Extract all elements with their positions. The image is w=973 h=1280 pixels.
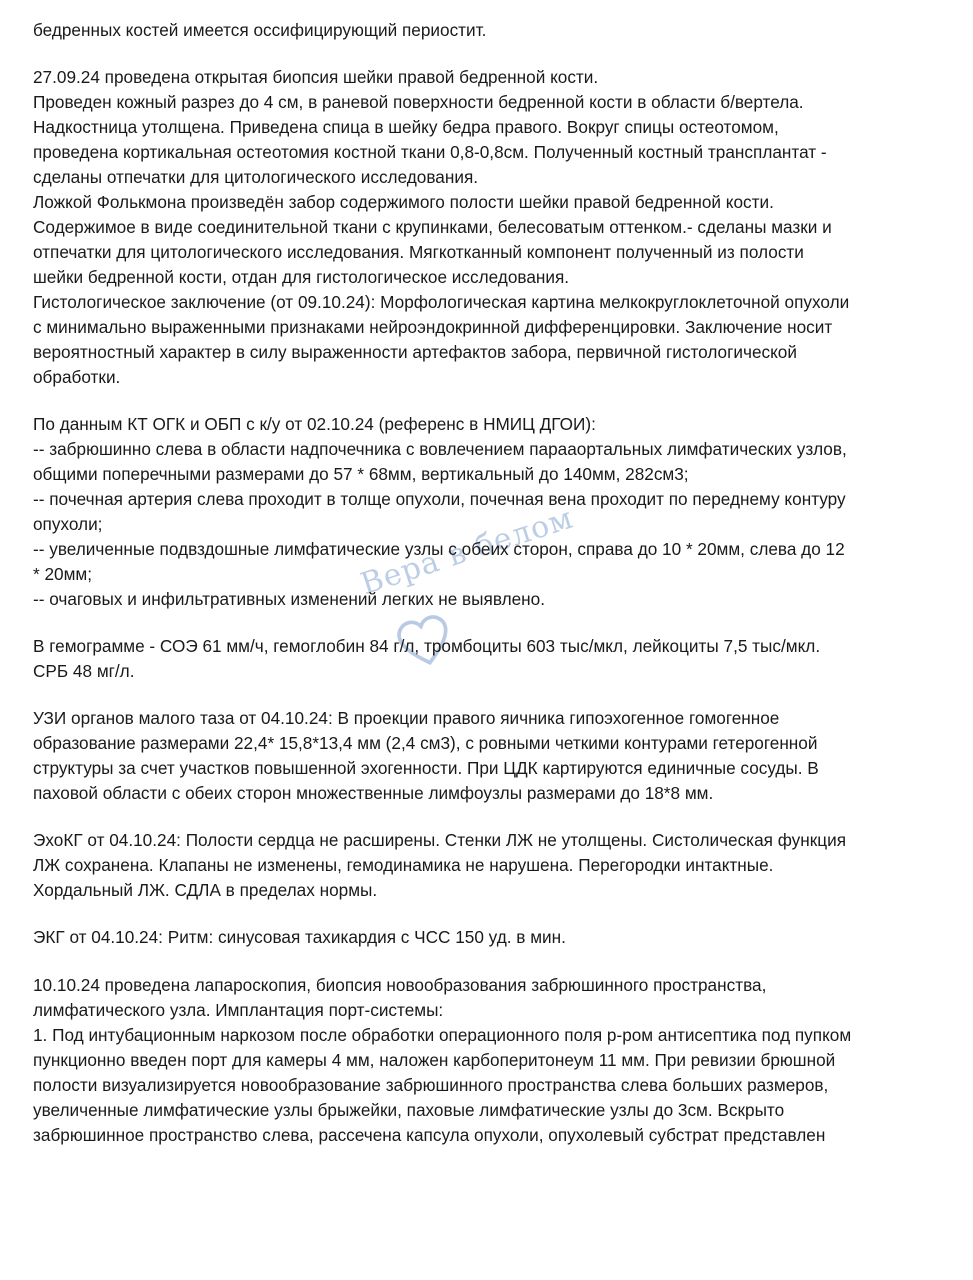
text-line: полости визуализируется новообразование забрюшинного пространства слева больших размеров,: [33, 1074, 829, 1095]
text-line: образование размерами 22,4* 15,8*13,4 мм (2,4 см3), с ровными четкими контурами гетерогенной: [33, 733, 818, 754]
text-line: шейки бедренной кости, отдан для гистологическое исследования.: [33, 267, 570, 288]
text-line: * 20мм;: [33, 564, 92, 585]
text-line: структуры за счет участков повышенной эхогенности. При ЦДК картируются единичные сосуды. В: [33, 758, 819, 779]
text-line: проведена кортикальная остеотомия костной ткани 0,8-0,8см. Полученный костный трансплантат -: [33, 142, 827, 163]
paragraph-laparoscopy: [33, 973, 943, 1148]
paragraph-gap: [33, 612, 943, 634]
paragraph-gap: [33, 390, 943, 412]
text-line: ЭКГ от 04.10.24: Ритм: синусовая тахикардия с ЧСС 150 уд. в мин.: [33, 927, 566, 948]
text-line: увеличенные лимфатические узлы брыжейки, паховые лимфатические узлы до 3см. Вскрыто: [33, 1099, 785, 1120]
text-line: лимфатического узла. Имплантация порт-системы:: [33, 999, 444, 1020]
text-line: По данным КТ ОГК и ОБП с к/у от 02.10.24 (референс в НМИЦ ДГОИ):: [33, 414, 596, 435]
text-line: сделаны отпечатки для цитологического исследования.: [33, 167, 479, 188]
text-line: 27.09.24 проведена открытая биопсия шейки правой бедренной кости.: [33, 67, 599, 88]
text-line: вероятностный характер в силу выраженности артефактов забора, первичной гистологической: [33, 342, 797, 363]
paragraph-blood: [33, 634, 943, 684]
text-line: Ложкой Фолькмона произведён забор содержимого полости шейки правой бедренной кости.: [33, 192, 774, 213]
text-line: СРБ 48 мг/л.: [33, 661, 135, 682]
text-line: паховой области с обеих сторон множественные лимфоузлы размерами до 18*8 мм.: [33, 783, 714, 804]
text-line: с минимально выраженными признаками нейроэндокринной дифференцировки. Заключение носит: [33, 317, 833, 338]
text-line: общими поперечными размерами до 57 * 68мм, вертикальный до 140мм, 282см3;: [33, 464, 689, 485]
text-line: отпечатки для цитологического исследования. Мягкотканный компонент полученный из полости: [33, 242, 804, 263]
paragraph-uzi: [33, 706, 943, 806]
text-line: ЭхоКГ от 04.10.24: Полости сердца не расширены. Стенки ЛЖ не утолщены. Систолическая функция: [33, 830, 847, 851]
text-line: забрюшинное пространство слева, рассечена капсула опухоли, опухолевый субстрат представлен: [33, 1124, 826, 1145]
text-line: Содержимое в виде соединительной ткани с крупинками, белесоватым оттенком.- сделаны мазки и: [33, 217, 832, 238]
text-line: Хордальный ЛЖ. СДЛА в пределах нормы.: [33, 880, 378, 901]
paragraph-gap: [33, 951, 943, 973]
paragraph-ekg: [33, 925, 943, 950]
text-line: -- увеличенные подвздошные лимфатические узлы с обеих сторон, справа до 10 * 20мм, слева до 12: [33, 539, 845, 560]
text-line: 1. Под интубационным наркозом после обработки операционного поля р-ром антисептика под пупком: [33, 1024, 852, 1045]
paragraph-gap: [33, 43, 943, 65]
text-line: -- почечная артерия слева проходит в толще опухоли, почечная вена проходит по переднему контуру: [33, 489, 846, 510]
text-line: обработки.: [33, 367, 121, 388]
text-line: Надкостница утолщена. Приведена спица в шейку бедра правого. Вокруг спицы остеотомом,: [33, 117, 779, 138]
watermark-text: Вера в белом: [356, 500, 578, 603]
paragraph-gap: [33, 806, 943, 828]
paragraph-intro: [33, 18, 943, 43]
text-line: Гистологическое заключение (от 09.10.24): Морфологическая картина мелкокруглоклеточной опухоли: [33, 292, 850, 313]
text-line: опухоли;: [33, 514, 103, 535]
paragraph-gap: [33, 684, 943, 706]
text-line: -- очаговых и инфильтративных изменений легких не выявлено.: [33, 589, 545, 610]
text-line: бедренных костей имеется оссифицирующий периостит.: [33, 20, 487, 40]
paragraph-biopsy: [33, 65, 943, 390]
text-line: В гемограмме - СОЭ 61 мм/ч, гемоглобин 84 г/л, тромбоциты 603 тыс/мкл, лейкоциты 7,5 тыс/мкл.: [33, 636, 821, 657]
paragraph-echokg: [33, 828, 943, 903]
text-line: -- забрюшинно слева в области надпочечника с вовлечением парааортальных лимфатических узлов,: [33, 439, 847, 460]
document-text-body: [33, 18, 943, 1148]
text-line: УЗИ органов малого таза от 04.10.24: В проекции правого яичника гипоэхогенное гомогенное: [33, 708, 780, 729]
paragraph-gap: [33, 903, 943, 925]
text-line: пункционно введен порт для камеры 4 мм, наложен карбоперитонеум 11 мм. При ревизии брюшной: [33, 1049, 836, 1070]
text-line: Проведен кожный разрез до 4 см, в раневой поверхности бедренной кости в области б/вертела.: [33, 92, 804, 113]
paragraph-ct: [33, 412, 943, 612]
text-line: ЛЖ сохранена. Клапаны не изменены, гемодинамика не нарушена. Перегородки интактные.: [33, 855, 774, 876]
text-line: 10.10.24 проведена лапароскопия, биопсия новообразования забрюшинного пространства,: [33, 974, 767, 995]
